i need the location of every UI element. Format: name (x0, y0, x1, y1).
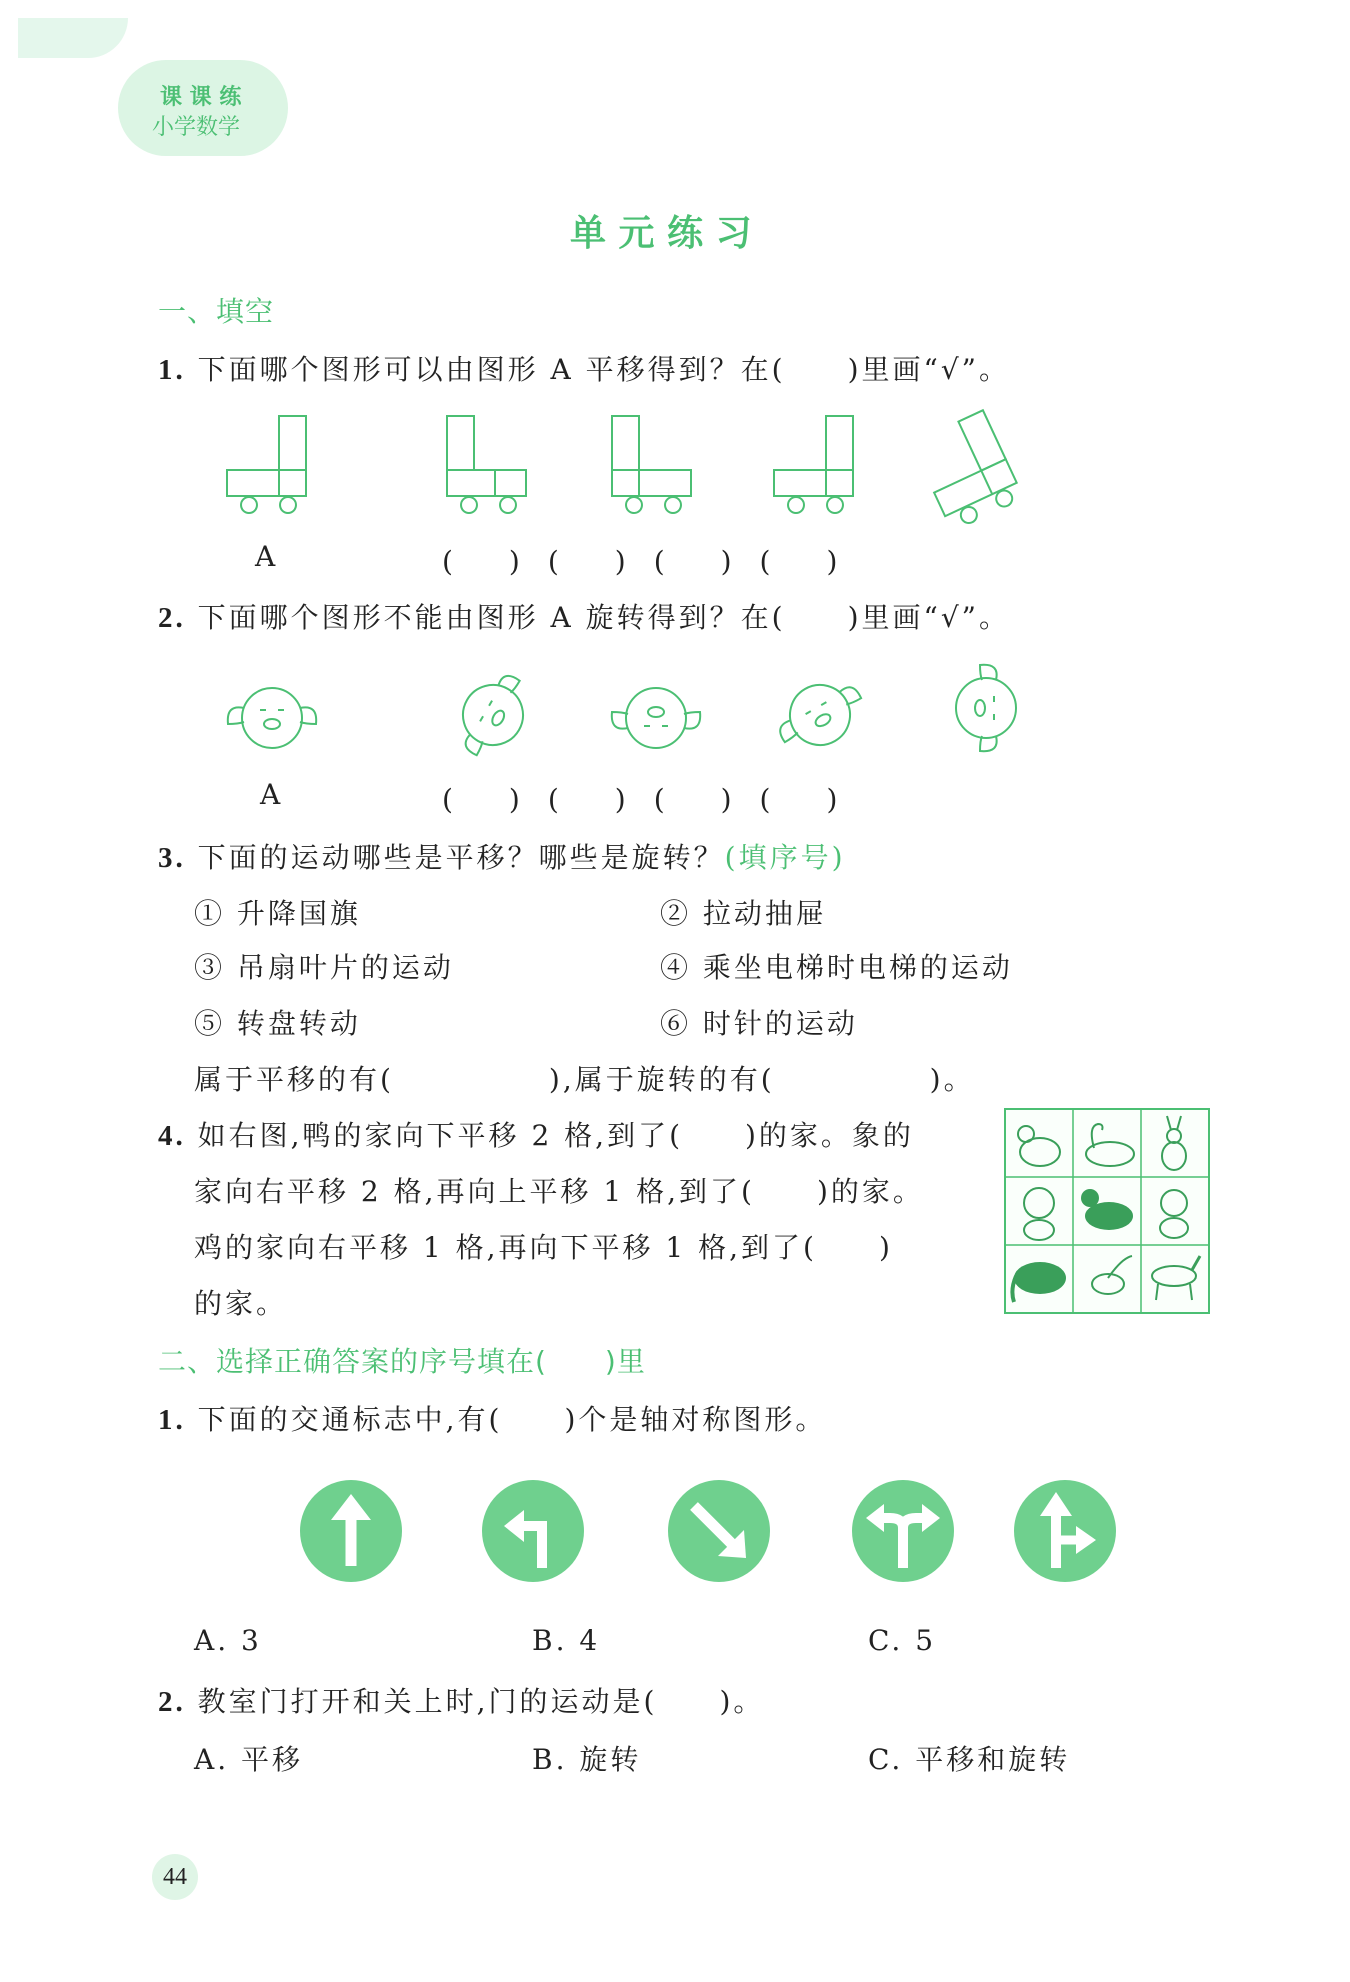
sign-left-right-icon (850, 1478, 956, 1584)
s2-q1-line (158, 1398, 826, 1438)
q2-figure-a (224, 682, 320, 752)
sign-down-right-icon (666, 1478, 772, 1584)
q3-text: 下面的运动哪些是平移？哪些是旋转？ (197, 841, 725, 874)
q4-text-1: 如右图,鸭的家向下平移 2 格,到了( )的家。象的 (197, 1119, 914, 1152)
s2-q2-line (158, 1680, 764, 1720)
q3-number: 3. (158, 842, 186, 874)
q1-figure-a (225, 412, 315, 517)
page-number: 44 (152, 1854, 198, 1900)
q1-figure-1 (445, 412, 535, 517)
section2-heading: 二、选择正确答案的序号填在( )里 (158, 1345, 646, 1378)
q4-text-3: 鸡的家向右平移 1 格,再向下平移 1 格,到了( ) (194, 1231, 893, 1264)
q1-figure-4 (928, 412, 1043, 517)
q2-figure-2 (608, 680, 704, 756)
s2-q1-text: 下面的交通标志中,有( )个是轴对称图形。 (197, 1403, 827, 1436)
q2-answer-slots[interactable]: ( ) ( ) ( ) ( ) (442, 783, 838, 816)
s2-q1-option-b[interactable]: B. 4 (532, 1624, 601, 1657)
s2-q2-number: 2. (158, 1686, 186, 1718)
q1-line (158, 348, 1010, 388)
sign-straight-right-icon (1012, 1478, 1118, 1584)
q3-line (158, 836, 846, 876)
q4-number: 4. (158, 1120, 186, 1152)
q4-line-1 (158, 1114, 914, 1154)
q2-figure-3 (772, 670, 868, 760)
logo-line2: 小学数学 (152, 115, 241, 140)
q2-figure-4 (946, 658, 1026, 758)
q3-item: ⑥ 时针的运动 (660, 1007, 858, 1040)
q1-text: 下面哪个图形可以由图形 A 平移得到？在( )里画“√”。 (197, 353, 1010, 386)
q3-item: ③ 吊扇叶片的运动 (194, 951, 454, 984)
q3-hint: (填序号) (724, 841, 846, 874)
q2-number: 2. (158, 602, 186, 634)
q4-text-4: 的家。 (194, 1287, 288, 1320)
q2-line (158, 596, 1010, 636)
q3-answer-line[interactable]: 属于平移的有( ),属于旋转的有( )。 (194, 1063, 975, 1096)
q1-answer-slots[interactable]: ( ) ( ) ( ) ( ) (442, 545, 838, 578)
s2-q1-option-a[interactable]: A. 3 (194, 1624, 262, 1657)
q1-number: 1. (158, 354, 186, 386)
s2-q1-number: 1. (158, 1404, 186, 1436)
q4-animal-grid (1004, 1108, 1210, 1314)
q3-item: ② 拉动抽屉 (660, 897, 827, 930)
q2-figure-1 (448, 665, 538, 765)
header-corner (18, 18, 128, 58)
logo-line1: 课 课 练 (160, 85, 242, 110)
s2-q2-option-a[interactable]: A. 平移 (194, 1743, 304, 1776)
page-title: 单 元 练 习 (570, 213, 752, 254)
q1-figure-2 (610, 412, 700, 517)
sign-straight-icon (298, 1478, 404, 1584)
q3-item: ① 升降国旗 (194, 897, 361, 930)
q3-item: ④ 乘坐电梯时电梯的运动 (660, 951, 1013, 984)
s2-q2-option-b[interactable]: B. 旋转 (532, 1743, 642, 1776)
q1-label-a: A (255, 540, 276, 573)
q3-item: ⑤ 转盘转动 (194, 1007, 361, 1040)
s2-q2-option-c[interactable]: C. 平移和旋转 (868, 1743, 1071, 1776)
s2-q2-text: 教室门打开和关上时,门的运动是( )。 (197, 1685, 765, 1718)
s2-q1-option-c[interactable]: C. 5 (868, 1624, 937, 1657)
sign-left-turn-icon (480, 1478, 586, 1584)
section1-heading: 一、填空 (158, 295, 275, 328)
q2-label-a: A (260, 778, 281, 811)
q1-figure-3 (772, 412, 862, 517)
q4-text-2: 家向右平移 2 格,再向上平移 1 格,到了( )的家。 (194, 1175, 924, 1208)
q2-text: 下面哪个图形不能由图形 A 旋转得到？在( )里画“√”。 (197, 601, 1010, 634)
